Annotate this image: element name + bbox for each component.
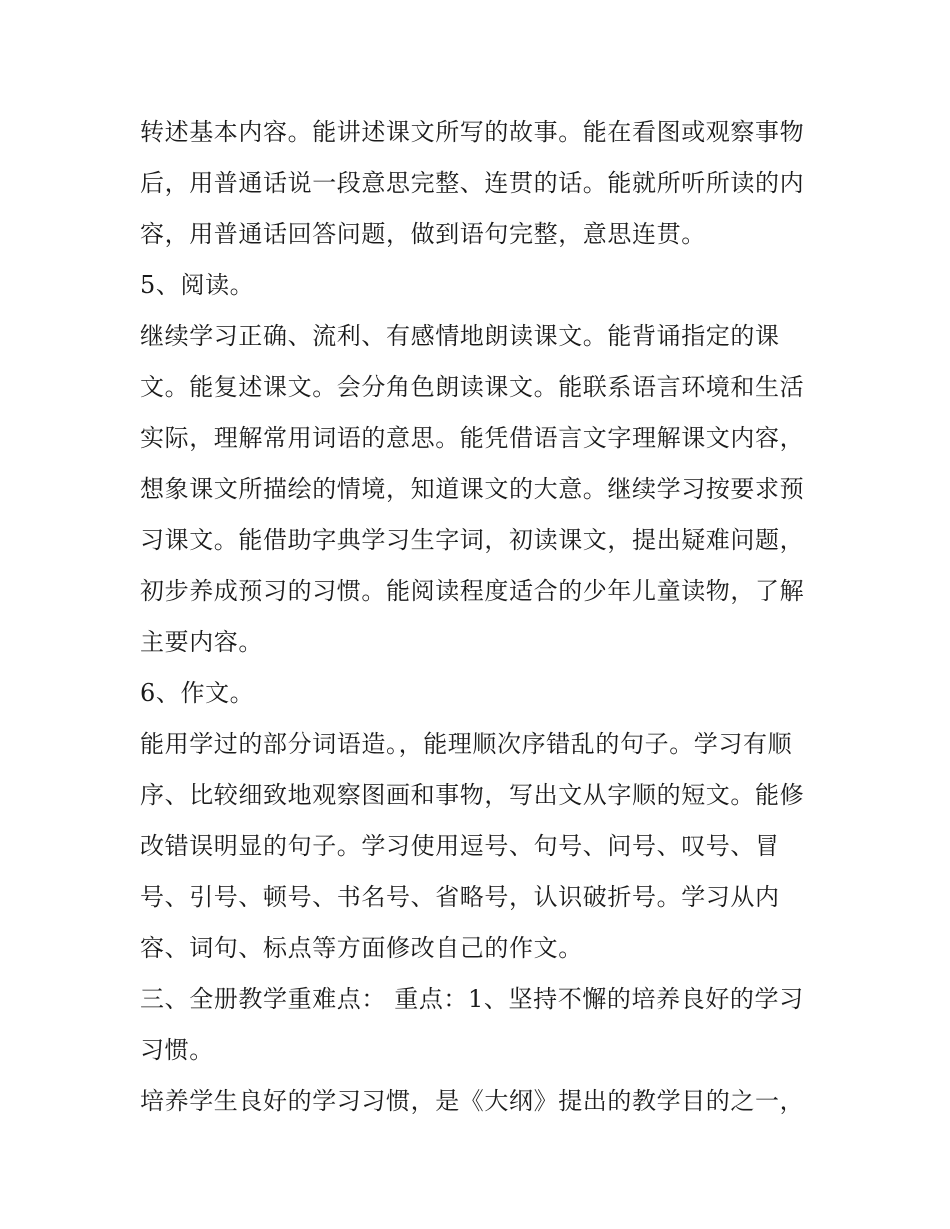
text-line: 初步养成预习的习惯。能阅读程度适合的少年儿童读物，了解 [140, 577, 805, 605]
text-line: 转述基本内容。能讲述课文所写的故事。能在看图或观察事物 [140, 118, 805, 146]
text-line: 培养学生良好的学习习惯，是《大纲》提出的教学目的之一， [140, 1087, 805, 1115]
section-heading-writing: 6、作文。 [140, 679, 255, 707]
text-line: 习课文。能借助字典学习生字词，初读课文，提出疑难问题， [140, 526, 805, 554]
text-line: 继续学习正确、流利、有感情地朗读课文。能背诵指定的课 [140, 322, 780, 350]
text-line: 改错误明显的句子。学习使用逗号、句号、问号、叹号、冒 [140, 832, 780, 860]
text-line: 习惯。 [140, 1036, 214, 1064]
section-heading-key-points: 三、全册教学重难点： 重点：1、坚持不懈的培养良好的学习 [140, 985, 804, 1013]
text-line: 文。能复述课文。会分角色朗读课文。能联系语言环境和生活 [140, 373, 805, 401]
text-line: 能用学过的部分词语造。，能理顺次序错乱的句子。学习有顺 [140, 730, 793, 758]
text-line: 想象课文所描绘的情境，知道课文的大意。继续学习按要求预 [140, 475, 805, 503]
text-line: 序、比较细致地观察图画和事物，写出文从字顺的短文。能修 [140, 781, 805, 809]
text-line: 后，用普通话说一段意思完整、连贯的话。能就所听所读的内 [140, 169, 805, 197]
text-line: 容、词句、标点等方面修改自己的作文。 [140, 934, 583, 962]
text-line: 容，用普通话回答问题，做到语句完整，意思连贯。 [140, 220, 706, 248]
section-heading-reading: 5、阅读。 [140, 271, 255, 299]
document-body [140, 107, 820, 1127]
text-line: 实际，理解常用词语的意思。能凭借语言文字理解课文内容， [140, 424, 805, 452]
text-line: 主要内容。 [140, 628, 263, 656]
text-line: 号、引号、顿号、书名号、省略号，认识破折号。学习从内 [140, 883, 780, 911]
